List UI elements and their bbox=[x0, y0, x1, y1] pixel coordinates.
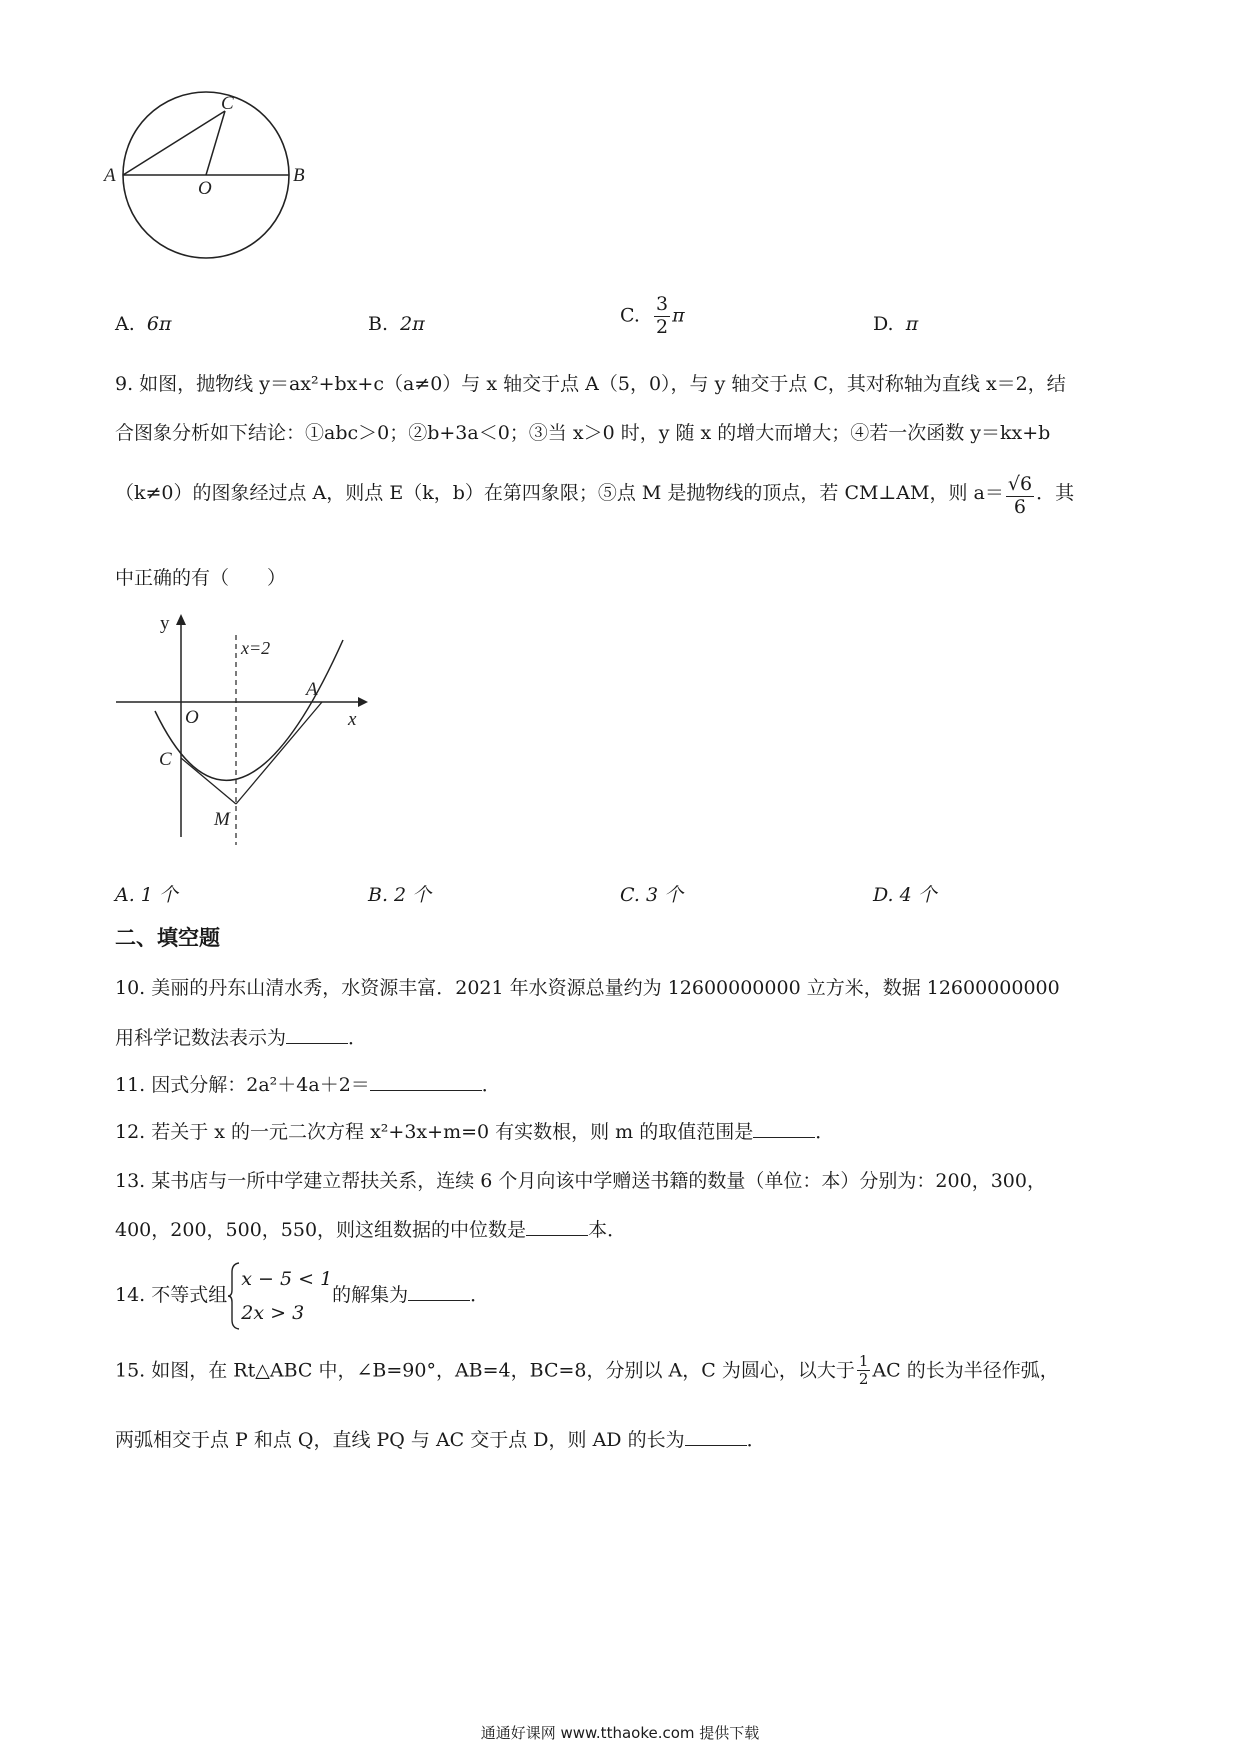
parabola-figure bbox=[110, 605, 380, 850]
q8-option-d: D. π bbox=[873, 313, 919, 335]
parabola-label-y: y bbox=[160, 613, 170, 634]
section-heading: 二、填空题 bbox=[115, 926, 220, 950]
parabola-label-m: M bbox=[214, 809, 230, 830]
q13-line-2: 400，200，500，550，则这组数据的中位数是 本． bbox=[115, 1215, 626, 1242]
q14-row-2: 2x > 3 bbox=[241, 1302, 305, 1324]
q8-option-a: A. 6π bbox=[115, 313, 172, 335]
circle-label-a: A bbox=[104, 165, 116, 186]
q9-option-d: D. 4 个 bbox=[873, 884, 937, 906]
q11-line: 11. 因式分解：2a²＋4a＋2＝ ． bbox=[115, 1070, 501, 1097]
q9-line-4: 中正确的有（ ） bbox=[115, 567, 287, 589]
q14-answer-blank[interactable] bbox=[408, 1281, 470, 1301]
q9-line-2: 合图象分析如下结论：①abc＞0；②b+3a＜0；③当 x＞0 时，y 随 x 的增大而增大；④若一次函数 y＝kx+b bbox=[115, 422, 1051, 444]
q9-line-1: 9. 如图，抛物线 y＝ax²+bx+c（a≠0）与 x 轴交于点 A（5，0），与 y 轴交于点 C，其对称轴为直线 x＝2，结 bbox=[115, 373, 1066, 395]
q12-line: 12. 若关于 x 的一元二次方程 x²+3x+m=0 有实数根，则 m 的取值范围是 ． bbox=[115, 1117, 834, 1144]
q13-line-1: 13. 某书店与一所中学建立帮扶关系，连续 6 个月向该中学赠送书籍的数量（单位：本）分别为：200，300， bbox=[115, 1170, 1046, 1192]
q8-option-c: C. $\frac{3}{2}$ π bbox=[620, 293, 685, 338]
q12-answer-blank[interactable] bbox=[753, 1118, 815, 1138]
circle-label-c: C bbox=[221, 93, 234, 114]
left-brace-icon bbox=[227, 1262, 241, 1330]
q14-inequality-system bbox=[227, 1262, 332, 1330]
q14-row-1: x − 5 < 1 bbox=[241, 1268, 333, 1290]
q15-line-2: 两弧相交于点 P 和点 Q，直线 PQ 与 AC 交于点 D，则 AD 的长为 ． bbox=[115, 1425, 766, 1452]
q9-option-a: A. 1 个 bbox=[115, 884, 178, 906]
parabola-axis-label: x=2 bbox=[241, 638, 271, 658]
q10-line-1: 10. 美丽的丹东山清水秀，水资源丰富．2021 年水资源总量约为 12600000000 立方米，数据 12600000000 bbox=[115, 977, 1060, 999]
q11-answer-blank[interactable] bbox=[370, 1071, 482, 1091]
circle-figure bbox=[104, 93, 320, 285]
page-footer: 通通好课网 www.tthaoke.com 提供下载 bbox=[480, 1724, 760, 1742]
q14-line: 14. 不等式组 x − 5 < 1 2x > 3 的解集为 ． bbox=[115, 1262, 489, 1330]
parabola-label-c: C bbox=[159, 749, 172, 770]
parabola-label-a: A bbox=[306, 679, 318, 700]
parabola-label-o: O bbox=[185, 707, 199, 728]
q10-answer-blank[interactable] bbox=[286, 1024, 348, 1044]
q8-option-c-fraction: $\frac{3}{2}$ bbox=[656, 293, 669, 338]
q15-line-1: 15. 如图，在 Rt△ABC 中，∠B=90°，AB=4，BC=8，分别以 A，C 为圆心，以大于 $\frac{1}{2}$ AC 的长为半径作弧， bbox=[115, 1352, 1059, 1389]
circle-label-o: O bbox=[198, 178, 212, 199]
circle-label-b: B bbox=[293, 165, 305, 186]
q13-answer-blank[interactable] bbox=[526, 1216, 588, 1236]
q15-answer-blank[interactable] bbox=[685, 1426, 747, 1446]
q8-option-b: B. 2π bbox=[368, 313, 425, 335]
q9-line-3: （k≠0）的图象经过点 A，则点 E（k，b）在第四象限；⑤点 M 是抛物线的顶点，若 CM⊥AM，则 a＝ $\frac{√6}{6}$ ．其 bbox=[115, 473, 1075, 518]
parabola-label-x: x bbox=[348, 709, 357, 730]
q9-option-c: C. 3 个 bbox=[620, 884, 684, 906]
q15-fraction: $\frac{1}{2}$ bbox=[858, 1352, 869, 1389]
q10-line-2: 用科学记数法表示为 ． bbox=[115, 1023, 367, 1050]
q9-option-b: B. 2 个 bbox=[368, 884, 432, 906]
q9-fraction: $\frac{√6}{6}$ bbox=[1007, 473, 1033, 518]
